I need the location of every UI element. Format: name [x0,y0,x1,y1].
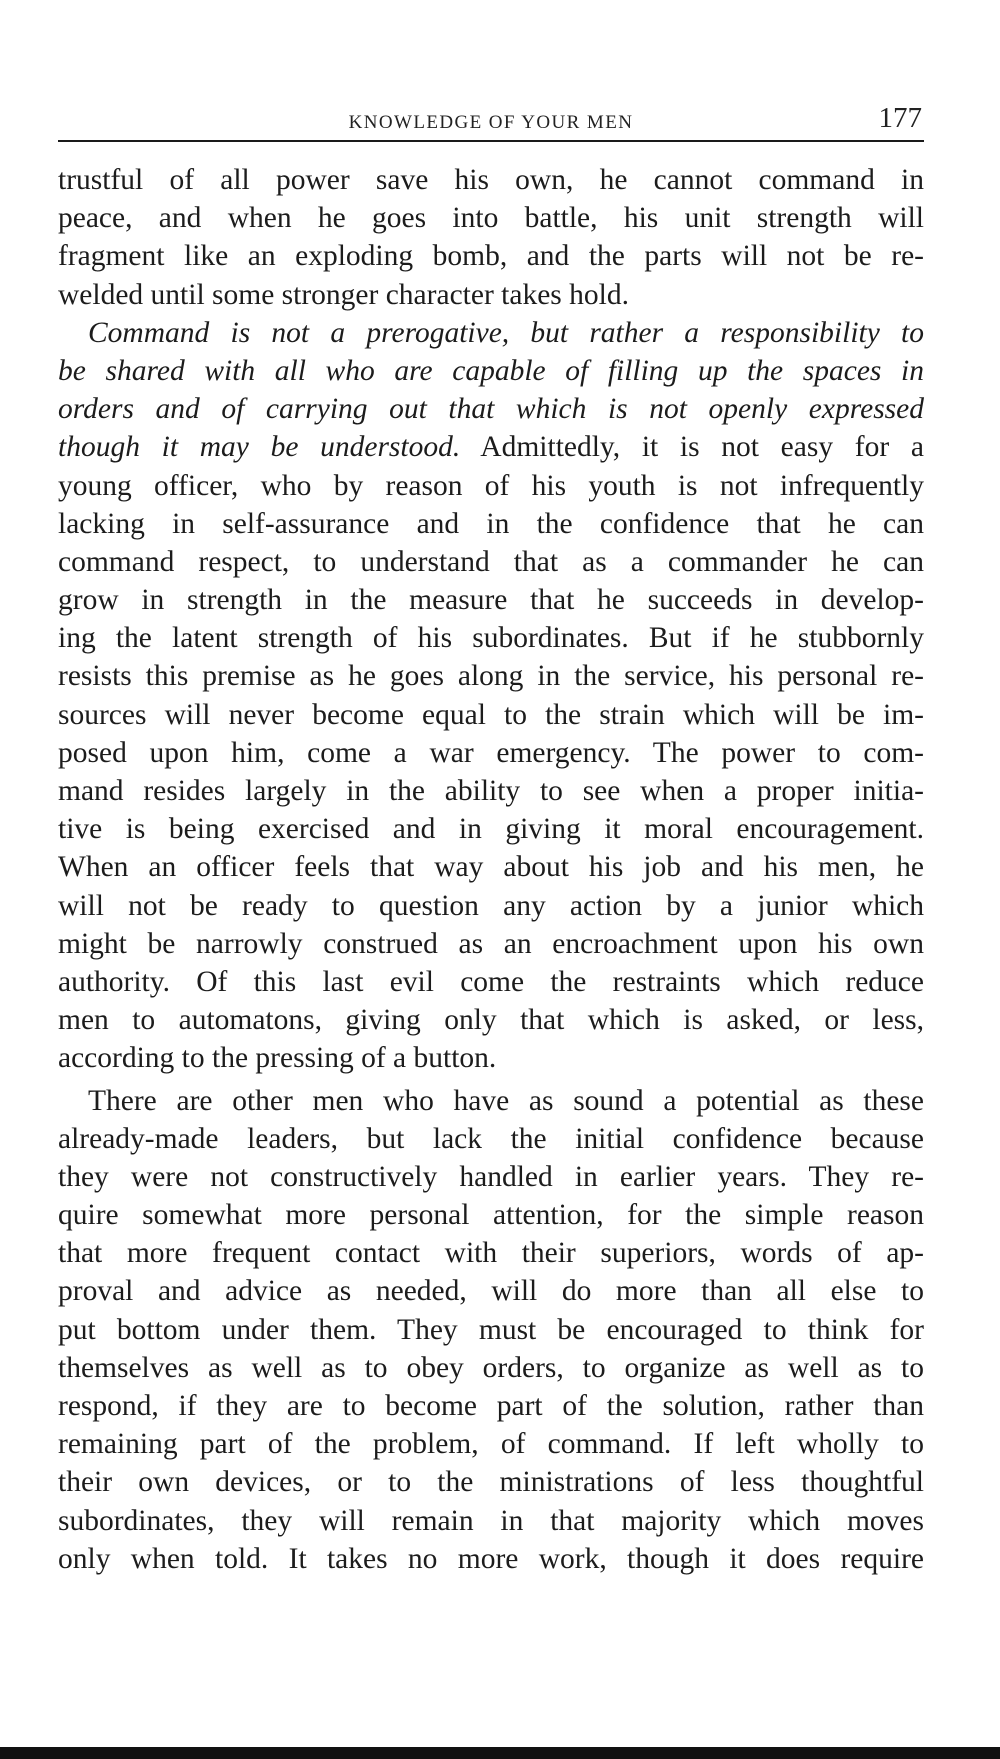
text-line [58,1082,924,1120]
text-line [58,1039,924,1077]
line-text: authority. Of this last evil come the restraints which reduce [58,965,924,998]
text-line [58,505,924,543]
text-line [58,963,924,1001]
text-line [58,314,924,352]
line-text: remaining part of the problem, of command. If left wholly to [58,1428,924,1461]
text-line [58,199,924,237]
line-text: command respect, to understand that as a commander he can [58,545,924,578]
line-text: will not be ready to question any action by a junior which [58,889,924,922]
line-text: only when told. It takes no more work, though it does require [58,1542,924,1575]
text-line [58,1120,924,1158]
body-text [58,161,924,1578]
text-line [58,428,924,466]
text-line [58,696,924,734]
text-line [58,390,924,428]
text-line [58,1196,924,1234]
line-text: Admittedly, it is not easy for a [460,431,924,464]
scan-edge-rule [0,1747,1000,1759]
page-number: 177 [878,102,922,134]
text-line [58,276,924,314]
line-text: they were not constructively handled in earlier years. They re- [58,1160,924,1193]
emphasized-text: be shared with all who are capable of filling up the spaces in [58,354,924,387]
line-text: trustful of all power save his own, he cannot command in [58,164,924,196]
line-text: their own devices, or to the ministrations of less thoughtful [58,1466,924,1499]
emphasized-text: Command is not a prerogative, but rather a responsibility to [88,316,924,349]
text-line [58,657,924,695]
text-line [58,810,924,848]
text-line [58,734,924,772]
text-line [58,1502,924,1540]
line-text: tive is being exercised and in giving it moral encouragement. [58,813,924,846]
page-header [58,96,924,142]
line-text: welded until some stronger character takes hold. [58,278,629,311]
line-text: There are other men who have as sound a potential as these [88,1084,924,1117]
line-text: themselves as well as to obey orders, to organize as well as to [58,1351,924,1384]
text-line [58,1001,924,1039]
line-text: mand resides largely in the ability to see when a proper initia- [58,775,924,807]
line-text: men to automatons, giving only that which is asked, or less, [58,1004,924,1037]
line-text: When an officer feels that way about his job and his men, he [58,851,924,884]
text-line [58,772,924,810]
line-text: fragment like an exploding bomb, and the parts will not be re- [58,240,924,273]
text-line [58,1272,924,1310]
line-text: might be narrowly construed as an encroachment upon his own [58,927,924,960]
line-text: put bottom under them. They must be encouraged to think for [58,1313,924,1346]
line-text: according to the pressing of a button. [58,1042,497,1075]
text-line [58,1349,924,1387]
text-line [58,581,924,619]
text-line [58,352,924,390]
text-line [58,1387,924,1425]
line-text: quire somewhat more personal attention, for the simple reason [58,1199,924,1232]
line-text: lacking in self-assurance and in the confidence that he can [58,507,924,540]
text-line [58,925,924,963]
line-text: resists this premise as he goes along in the service, his personal re- [58,660,924,693]
emphasized-text: though it may be understood. [58,431,461,464]
line-text: peace, and when he goes into battle, his unit strength will [58,202,924,235]
text-line [58,887,924,925]
text-line [58,848,924,886]
line-text: subordinates, they will remain in that majority which moves [58,1504,924,1537]
text-line [58,1463,924,1501]
text-line [58,1158,924,1196]
text-line [58,543,924,581]
text-line [58,237,924,275]
line-text: respond, if they are to become part of the solution, rather than [58,1390,924,1422]
line-text: that more frequent contact with their superiors, words of ap- [58,1237,924,1270]
text-line [58,1234,924,1272]
text-line [58,467,924,505]
emphasized-text: orders and of carrying out that which is not openly expressed [58,393,924,426]
line-text: grow in strength in the measure that he succeeds in develop- [58,584,924,617]
line-text: posed upon him, come a war emergency. The power to com- [58,736,924,769]
line-text: already-made leaders, but lack the initial confidence because [58,1122,924,1155]
running-head: KNOWLEDGE OF YOUR MEN [348,112,634,133]
line-text: proval and advice as needed, will do more than all else to [58,1275,924,1308]
text-line [58,161,924,199]
text-line [58,1540,924,1578]
text-line [58,619,924,657]
line-text: young officer, who by reason of his youth is not infrequently [58,469,924,502]
text-line [58,1425,924,1463]
line-text: ing the latent strength of his subordinates. But if he stubbornly [58,622,924,655]
line-text: sources will never become equal to the strain which will be im- [58,698,924,731]
text-line [58,1311,924,1349]
